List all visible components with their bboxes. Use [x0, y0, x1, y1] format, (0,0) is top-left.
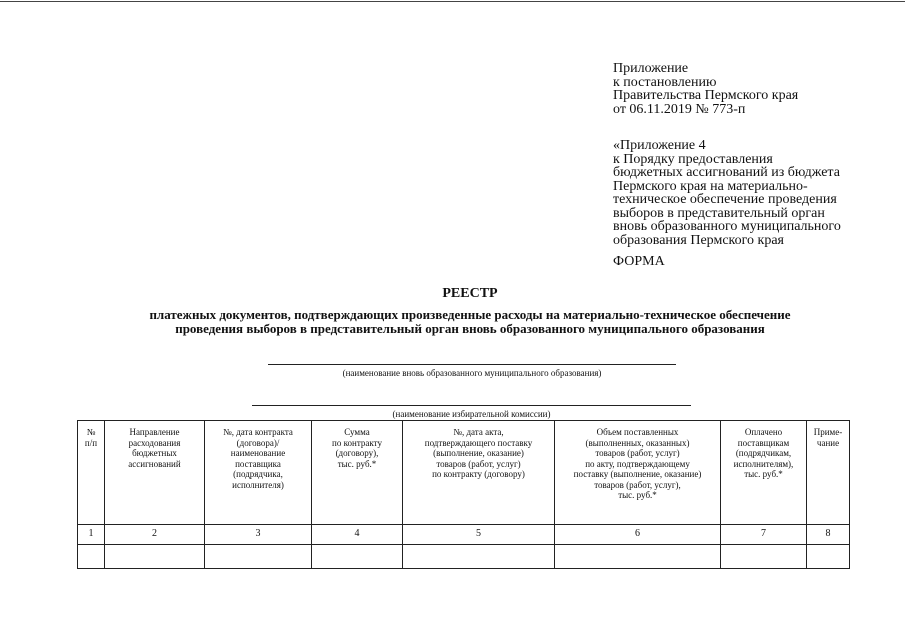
header-cell-volume: Объем поставленных (выполненных, оказанных) товаров (работ, услуг) по акту, подтверждающему поставку (выполнение, оказание) товаров (работ, услуг), тыс. руб.* — [555, 421, 721, 525]
column-number: 1 — [78, 525, 105, 545]
appendix4-line: образования Пермского края — [613, 232, 784, 248]
subtitle-line: проведения выборов в представительный орган вновь образованного муниципального образования — [175, 321, 765, 336]
column-number: 5 — [403, 525, 555, 545]
appendix4-line: выборов в представительный орган — [613, 205, 825, 221]
top-border-line — [0, 1, 905, 2]
document-title: РЕЕСТР — [442, 286, 498, 301]
appendix4-line: «Приложение 4 — [613, 138, 706, 153]
appendix-header — [613, 62, 898, 116]
column-number: 7 — [721, 525, 807, 545]
header-cell-note: Приме- чание — [807, 421, 850, 525]
blank-cell — [312, 545, 403, 569]
appendix4-line: Пермского края на материально- — [613, 178, 808, 194]
table-blank-row — [78, 545, 850, 569]
appendix-line: к постановлению — [613, 74, 717, 90]
appendix4-header — [613, 139, 898, 247]
commission-caption: (наименование избирательной комиссии) — [392, 409, 551, 419]
blank-cell — [403, 545, 555, 569]
appendix-line: Приложение — [613, 61, 689, 76]
appendix4-line: техническое обеспечение проведения — [613, 192, 837, 207]
appendix4-line: к Порядку предоставления — [613, 151, 773, 167]
header-cell-contract: №, дата контракта (договора)/ наименование поставщика (подрядчика, исполнителя) — [205, 421, 312, 525]
municipality-fill-line — [268, 364, 676, 365]
header-cell-contract-sum: Сумма по контракту (договору), тыс. руб.* — [312, 421, 403, 525]
column-number: 3 — [205, 525, 312, 545]
municipality-caption: (наименование вновь образованного муниципального образования) — [342, 368, 602, 378]
appendix4-line: вновь образованного муниципального — [613, 219, 841, 234]
registry-table — [77, 420, 850, 569]
subtitle-line: платежных документов, подтверждающих произведенные расходы на материально-техническое обеспечение — [149, 307, 791, 322]
header-cell-paid: Оплачено поставщикам (подрядчикам, исполнителям), тыс. руб.* — [721, 421, 807, 525]
header-cell-act: №, дата акта, подтверждающего поставку (выполнение, оказание) товаров (работ, услуг) по контракту (договору) — [403, 421, 555, 525]
column-number: 4 — [312, 525, 403, 545]
document-subtitle — [60, 308, 880, 336]
form-label: ФОРМА — [613, 254, 665, 269]
blank-cell — [807, 545, 850, 569]
appendix-line: от 06.11.2019 № 773-п — [613, 101, 746, 117]
column-number: 2 — [105, 525, 205, 545]
header-cell-number: № п/п — [78, 421, 105, 525]
appendix-line: Правительства Пермского края — [613, 88, 799, 103]
column-number: 6 — [555, 525, 721, 545]
column-number: 8 — [807, 525, 850, 545]
blank-cell — [721, 545, 807, 569]
header-cell-direction: Направление расходования бюджетных ассигнований — [105, 421, 205, 525]
table-header-row — [78, 421, 850, 525]
blank-cell — [555, 545, 721, 569]
column-number-row — [78, 525, 850, 545]
appendix4-line: бюджетных ассигнований из бюджета — [613, 165, 840, 180]
blank-cell — [205, 545, 312, 569]
commission-fill-line — [252, 405, 691, 406]
blank-cell — [105, 545, 205, 569]
blank-cell — [78, 545, 105, 569]
